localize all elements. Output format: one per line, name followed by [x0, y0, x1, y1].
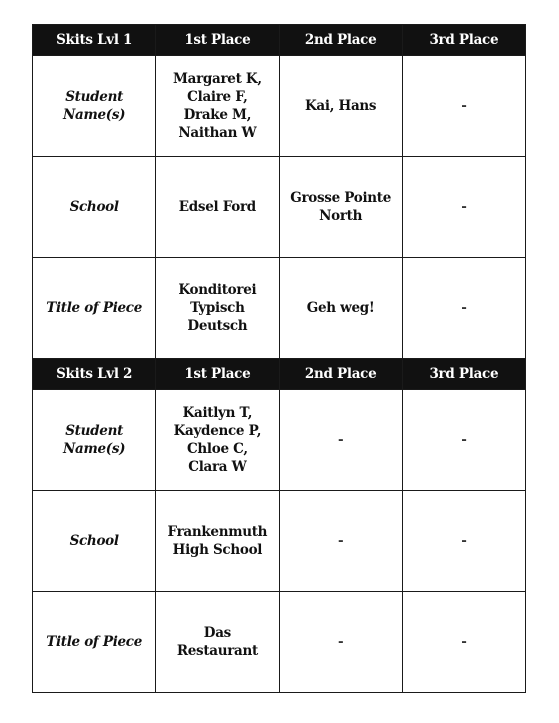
header-category: Skits Lvl 2: [33, 359, 156, 390]
cell-line: Edsel Ford: [178, 199, 256, 215]
row-label-school: School: [33, 157, 156, 258]
first-place-cell: [156, 56, 279, 157]
cell-line: High School: [172, 542, 263, 558]
cell-line: North: [319, 208, 363, 224]
cell-line: Kaitlyn T,: [182, 405, 253, 421]
header-category: Skits Lvl 1: [33, 25, 156, 56]
second-place-cell: -: [279, 592, 402, 693]
header-second-place: 2nd Place: [279, 25, 402, 56]
cell-line: Kaydence P,: [173, 423, 262, 439]
first-place-cell: [156, 258, 279, 359]
third-place-cell: -: [402, 157, 525, 258]
cell-line: Naithan W: [178, 125, 257, 141]
cell-line: Chloe C,: [186, 441, 248, 457]
row-label-title-of-piece: Title of Piece: [33, 592, 156, 693]
second-place-cell: Geh weg!: [279, 258, 402, 359]
second-place-cell: [279, 157, 402, 258]
first-place-cell: [156, 390, 279, 491]
header-row-lvl2: [33, 359, 526, 390]
table-row: [33, 157, 526, 258]
second-place-cell: -: [279, 491, 402, 592]
table-row: [33, 491, 526, 592]
header-second-place: 2nd Place: [279, 359, 402, 390]
third-place-cell: -: [402, 491, 525, 592]
cell-line: Konditorei: [178, 282, 257, 298]
first-place-cell: [156, 491, 279, 592]
header-third-place: 3rd Place: [402, 359, 525, 390]
first-place-cell: [156, 157, 279, 258]
header-first-place: 1st Place: [156, 359, 279, 390]
cell-line: Clara W: [188, 459, 247, 475]
header-first-place: 1st Place: [156, 25, 279, 56]
second-place-cell: Kai, Hans: [279, 56, 402, 157]
cell-line: Das Restaurant: [176, 625, 258, 659]
row-label-school: School: [33, 491, 156, 592]
skits-results-table: [32, 24, 526, 693]
table-row: [33, 390, 526, 491]
row-label-student-names: Student Name(s): [33, 390, 156, 491]
cell-line: Drake M,: [183, 107, 252, 123]
cell-line: Margaret K,: [172, 71, 262, 87]
cell-line: Typisch Deutsch: [187, 300, 248, 334]
first-place-cell: [156, 592, 279, 693]
table-row: [33, 56, 526, 157]
second-place-cell: -: [279, 390, 402, 491]
cell-line: Frankenmuth: [167, 524, 268, 540]
third-place-cell: -: [402, 390, 525, 491]
row-label-student-names: Student Name(s): [33, 56, 156, 157]
third-place-cell: -: [402, 258, 525, 359]
row-label-title-of-piece: Title of Piece: [33, 258, 156, 359]
cell-line: Grosse Pointe: [290, 190, 392, 206]
header-third-place: 3rd Place: [402, 25, 525, 56]
third-place-cell: -: [402, 592, 525, 693]
header-row-lvl1: [33, 25, 526, 56]
cell-line: Claire F,: [187, 89, 248, 105]
table-row: [33, 258, 526, 359]
third-place-cell: -: [402, 56, 525, 157]
table-row: [33, 592, 526, 693]
